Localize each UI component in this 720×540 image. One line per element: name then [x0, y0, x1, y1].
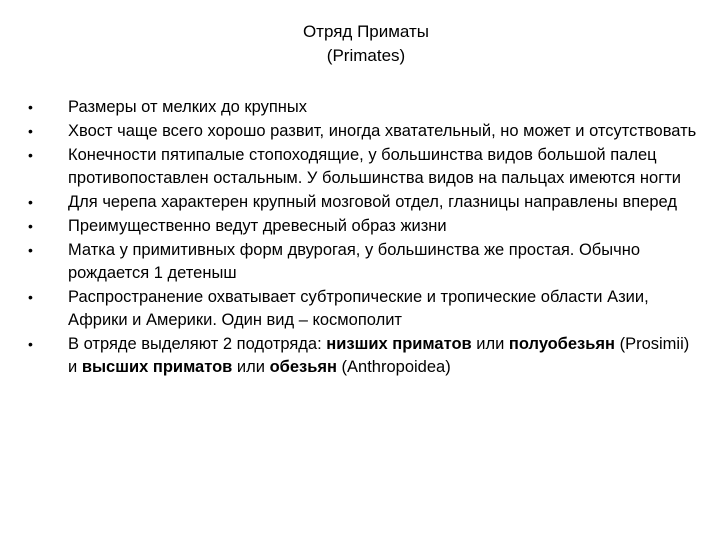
list-item	[28, 333, 700, 379]
list-item-text: Для черепа характерен крупный мозговой отдел, глазницы направлены вперед	[68, 193, 677, 211]
slide-title	[0, 20, 720, 68]
bold-term: полуобезьян	[508, 335, 615, 353]
bullet-icon: •	[28, 194, 33, 210]
list-item-text: Конечности пятипалые стопоходящие, у большинства видов большой палец противопоставлен остальным. У большинства видов на пальцах имеются ногти	[68, 146, 681, 187]
text-segment: (Prosimii) и	[68, 335, 690, 376]
text-segment: или	[232, 358, 270, 376]
bold-term: обезьян	[269, 358, 337, 376]
list-item	[28, 239, 700, 285]
bullet-icon: •	[28, 218, 33, 234]
bold-term: низших приматов	[326, 335, 472, 353]
text-segment: (Anthropoidea)	[336, 358, 451, 376]
list-item-text: Преимущественно ведут древесный образ жизни	[68, 217, 447, 235]
bullet-icon: •	[28, 147, 33, 163]
text-segment: или	[471, 335, 509, 353]
text-segment: В отряде выделяют 2 подотряда:	[68, 335, 327, 353]
list-item	[28, 144, 700, 190]
bold-term: высших приматов	[81, 358, 233, 376]
bullet-icon: •	[28, 336, 33, 352]
bullet-icon: •	[28, 123, 33, 139]
bullet-list	[28, 96, 700, 380]
bullet-icon: •	[28, 289, 33, 305]
list-item	[28, 191, 700, 214]
title-line-1: Отряд Приматы	[302, 22, 430, 41]
list-item-text: Хвост чаще всего хорошо развит, иногда хватательный, но может и отсутствовать	[68, 122, 697, 140]
list-item-text: Размеры от мелких до крупных	[68, 98, 307, 116]
list-item	[28, 215, 700, 238]
list-item	[28, 96, 700, 119]
list-item-text	[68, 333, 700, 379]
title-line-2: (Primates)	[326, 46, 406, 65]
list-item-text: Распространение охватывает субтропические и тропические области Азии, Африки и Америки. Один вид – космополит	[68, 288, 649, 329]
bullet-icon: •	[28, 99, 33, 115]
list-item	[28, 286, 700, 332]
list-item-text: Матка у примитивных форм двурогая, у большинства же простая. Обычно рождается 1 детеныш	[68, 241, 641, 282]
list-item	[28, 120, 700, 143]
bullet-icon: •	[28, 242, 33, 258]
